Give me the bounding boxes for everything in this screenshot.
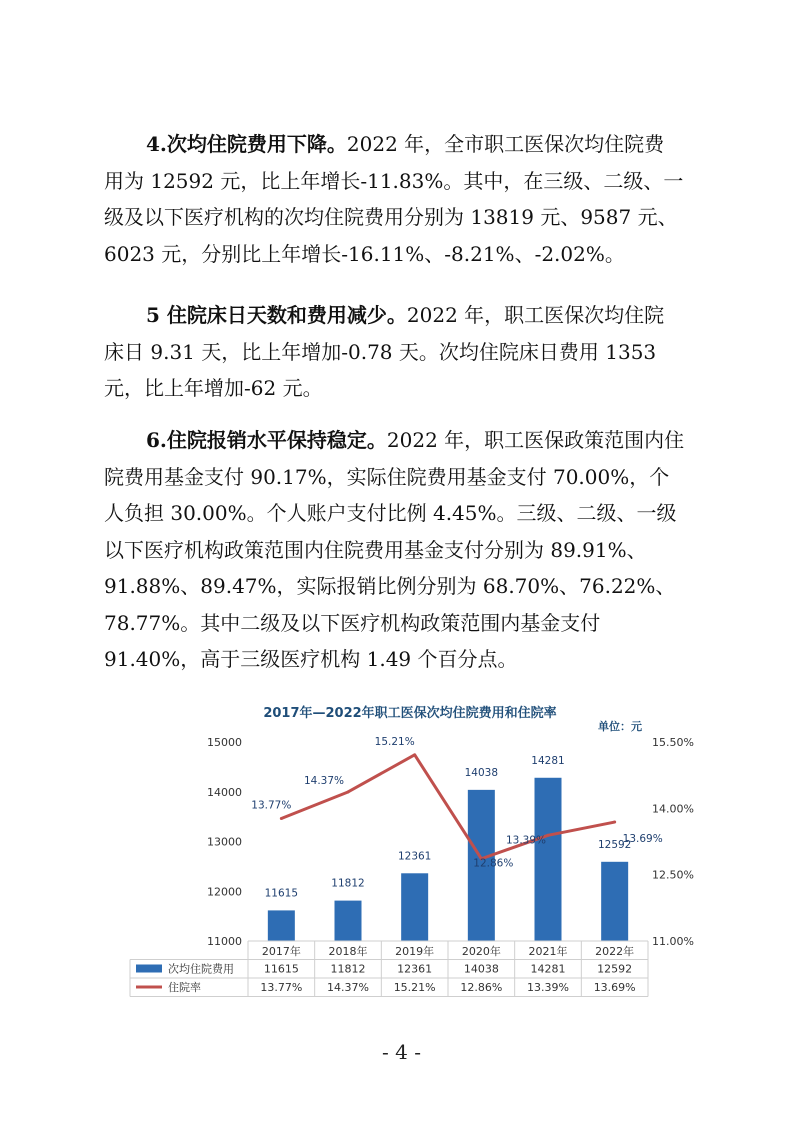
right-axis-tick-label: 15.50% — [652, 736, 694, 749]
paragraph-6-line-7: 91.40%，高于三级医疗机构 1.49 个百分点。 — [104, 647, 518, 671]
left-axis-tick-label: 13000 — [207, 835, 242, 849]
bar — [601, 862, 628, 941]
category-label: 2019年 — [395, 945, 435, 958]
paragraph-6-line-5: 91.88%、89.47%，实际报销比例分别为 68.70%、76.22%、 — [104, 574, 676, 598]
right-axis-tick-label: 11.00% — [652, 935, 694, 948]
bar-data-label: 12592 — [597, 838, 632, 851]
table-cell-cost: 12361 — [397, 962, 433, 976]
table-cell-cost: 11812 — [330, 962, 366, 976]
line-data-label: 13.69% — [622, 833, 663, 846]
left-axis-tick-label: 14000 — [207, 785, 242, 799]
line-data-label: 13.77% — [251, 799, 292, 812]
line-point — [613, 821, 616, 824]
bar — [401, 873, 428, 941]
legend-label-bars: 次均住院费用 — [168, 962, 234, 976]
chart-unit-label: 单位：元 — [598, 720, 642, 733]
table-cell-rate: 15.21% — [393, 981, 436, 994]
category-label: 2020年 — [461, 945, 501, 958]
line-data-label: 13.39% — [505, 834, 547, 847]
left-axis-tick-label: 11000 — [207, 935, 242, 948]
paragraph-4-line-3: 级及以下医疗机构的次均住院费用分别为 13819 元、9587 元、 — [104, 205, 678, 229]
bar — [335, 901, 362, 941]
table-cell-rate: 13.69% — [593, 981, 636, 994]
paragraph-5-line-3: 元，比上年增加-62 元。 — [104, 376, 323, 400]
table-cell-rate: 12.86% — [460, 981, 503, 994]
line-series-path — [281, 755, 614, 859]
paragraph-6-line-3: 人负担 30.00%。个人账户支付比例 4.45%。三级、二级、一级 — [104, 501, 677, 525]
paragraph-5-heading: 5 住院床日天数和费用减少。 — [146, 303, 407, 327]
table-cell-cost: 11615 — [263, 962, 299, 976]
table-cell-rate: 13.39% — [527, 981, 569, 994]
paragraph-4-text: 2022 年，全市职工医保次均住院费 — [346, 132, 665, 156]
paragraph-5-line-2: 床日 9.31 天，比上年增加-0.78 天。次均住院床日费用 1353 — [104, 339, 657, 364]
category-label: 2018年 — [328, 945, 368, 958]
left-axis-tick-label: 12000 — [207, 885, 242, 899]
line-point — [347, 790, 350, 793]
line-point — [413, 753, 416, 756]
paragraph-4-heading: 4.次均住院费用下降。 — [146, 132, 347, 156]
paragraph-6-line-4: 以下医疗机构政策范围内住院费用基金支付分别为 89.91%、 — [104, 537, 647, 562]
category-label: 2017年 — [261, 945, 301, 958]
line-data-label: 15.21% — [374, 735, 415, 748]
bar — [268, 910, 295, 941]
table-cell-cost: 12592 — [597, 962, 633, 976]
chart-title: 2017年—2022年职工医保次均住院费用和住院率 — [263, 706, 557, 721]
paragraph-4-line-4: 6023 元，分别比上年增长-16.11%、-8.21%、-2.02%。 — [104, 241, 625, 266]
table-cell-rate: 14.37% — [327, 981, 369, 994]
paragraph-6-text: 2022 年，职工医保政策范围内住 — [386, 428, 685, 452]
legend-label-line: 住院率 — [168, 981, 201, 994]
paragraph-4-line-2: 用为 12592 元，比上年增长-11.83%。其中，在三级、二级、一 — [104, 168, 684, 193]
category-label: 2021年 — [528, 945, 568, 958]
bar-data-label: 11812 — [331, 877, 365, 890]
table-cell-cost: 14281 — [530, 962, 566, 976]
table-cell-rate: 13.77% — [260, 981, 303, 994]
legend-key-bars — [136, 965, 162, 973]
paragraph-6-heading: 6.住院报销水平保持稳定。 — [146, 428, 387, 452]
right-axis-tick-label: 12.50% — [652, 868, 694, 882]
paragraph-6-line-2: 院费用基金支付 90.17%，实际住院费用基金支付 70.00%，个 — [104, 464, 670, 489]
category-label: 2022年 — [595, 945, 635, 958]
line-data-label: 14.37% — [303, 774, 345, 787]
table-cell-cost: 14038 — [463, 962, 499, 976]
right-axis-tick-label: 14.00% — [652, 802, 694, 816]
line-point — [547, 834, 550, 837]
bar — [535, 778, 562, 941]
left-axis-tick-label: 15000 — [207, 736, 242, 749]
bar-data-label: 14281 — [531, 754, 565, 767]
page-number: - 4 - — [382, 1040, 421, 1064]
paragraph-6-line-6: 78.77%。其中二级及以下医疗机构政策范围内基金支付 — [104, 610, 601, 635]
bar-data-label: 11615 — [264, 887, 299, 900]
bar-data-label: 14038 — [464, 766, 499, 779]
line-point — [280, 817, 283, 820]
line-data-label: 12.86% — [473, 857, 514, 870]
paragraph-5-text: 2022 年，职工医保次均住院 — [406, 303, 665, 327]
bar-data-label: 12361 — [397, 850, 432, 863]
